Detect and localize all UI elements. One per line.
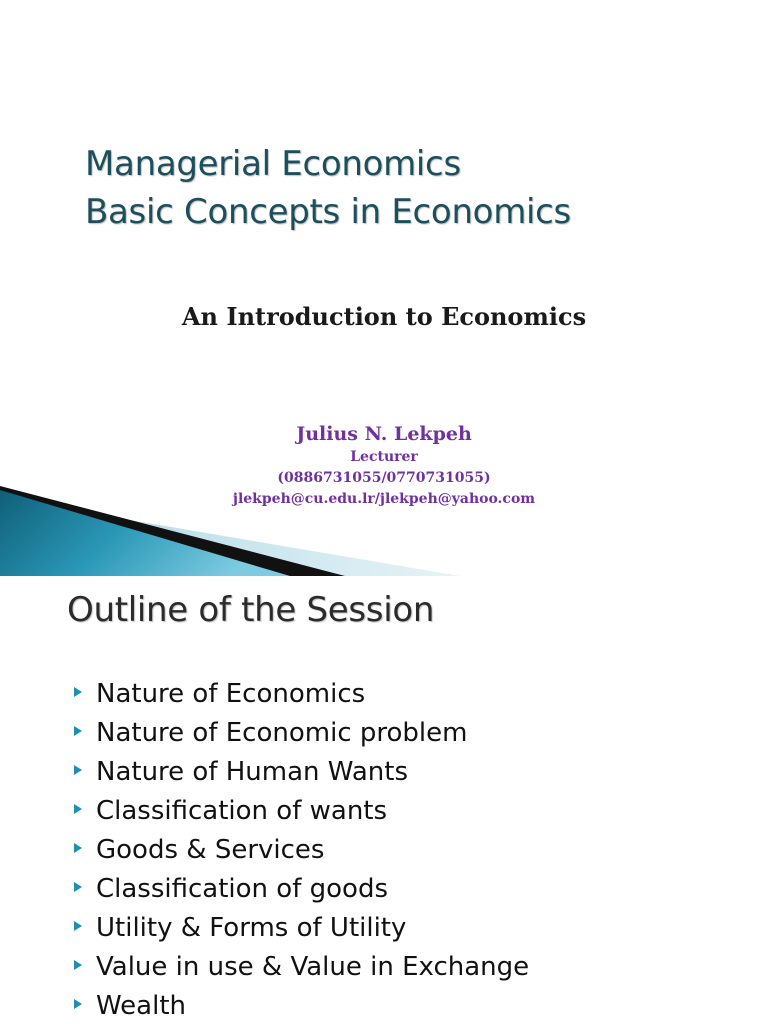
list-item bbox=[74, 908, 529, 947]
list-item bbox=[74, 674, 529, 713]
list-item bbox=[74, 947, 529, 986]
triangle-right-icon bbox=[74, 804, 82, 814]
subtitle: An Introduction to Economics bbox=[181, 302, 587, 331]
list-item bbox=[74, 752, 529, 791]
decorative-swoosh bbox=[0, 476, 768, 576]
outline-title: Outline of the Session bbox=[67, 590, 435, 630]
bullet-text: Wealth bbox=[96, 990, 187, 1021]
title-line-2: Basic Concepts in Economics bbox=[85, 192, 571, 232]
title-line-1: Managerial Economics bbox=[85, 144, 461, 184]
list-item bbox=[74, 791, 529, 830]
bullet-text: Value in use & Value in Exchange bbox=[96, 951, 530, 982]
bullet-text: Classification of wants bbox=[96, 795, 388, 826]
triangle-right-icon bbox=[74, 843, 82, 853]
slide-title-heading bbox=[85, 140, 571, 236]
triangle-right-icon bbox=[74, 726, 82, 736]
bullet-text: Nature of Economics bbox=[96, 678, 366, 709]
list-item bbox=[74, 986, 529, 1024]
triangle-right-icon bbox=[74, 960, 82, 970]
author-phone: (0886731055/0770731055) bbox=[277, 470, 491, 486]
slide-outline bbox=[0, 576, 768, 1024]
triangle-right-icon bbox=[74, 882, 82, 892]
triangle-right-icon bbox=[74, 921, 82, 931]
list-item bbox=[74, 830, 529, 869]
list-item bbox=[74, 713, 529, 752]
bullet-text: Goods & Services bbox=[96, 834, 325, 865]
bullet-text: Classification of goods bbox=[96, 873, 388, 904]
author-name: Julius N. Lekpeh bbox=[296, 423, 472, 445]
author-email: jlekpeh@cu.edu.lr/jlekpeh@yahoo.com bbox=[232, 491, 536, 507]
bullet-text: Nature of Human Wants bbox=[96, 756, 408, 787]
triangle-right-icon bbox=[74, 765, 82, 775]
list-item bbox=[74, 869, 529, 908]
bullet-text: Utility & Forms of Utility bbox=[96, 912, 407, 943]
bullet-text: Nature of Economic problem bbox=[96, 717, 468, 748]
triangle-right-icon bbox=[74, 687, 82, 697]
triangle-right-icon bbox=[74, 999, 82, 1009]
author-role: Lecturer bbox=[350, 449, 418, 465]
bullet-list bbox=[74, 674, 529, 1024]
